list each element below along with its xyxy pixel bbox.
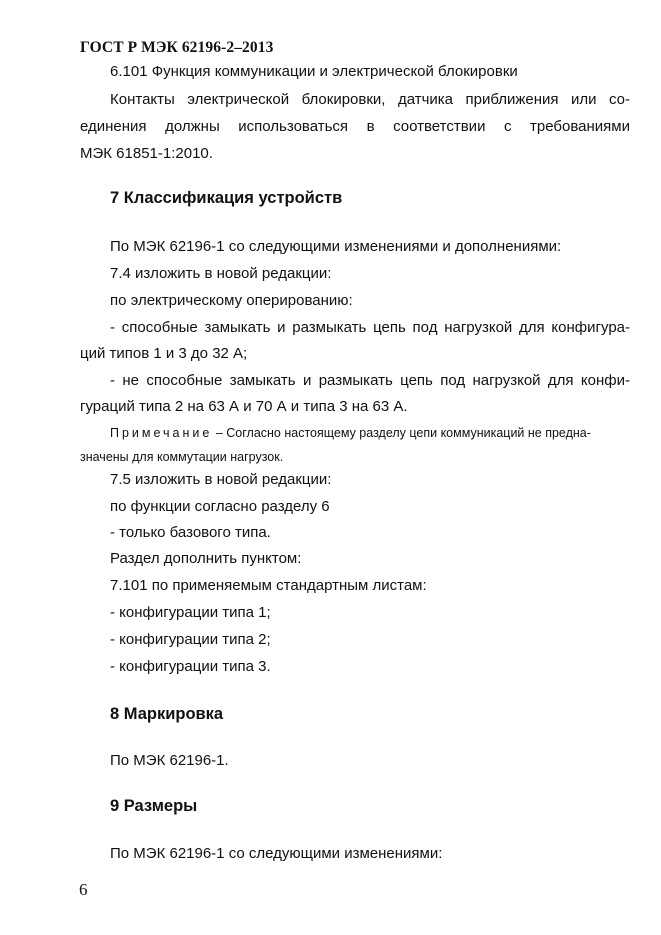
clause-6-101-title: 6.101 Функция коммуникации и электрической блокировки bbox=[110, 63, 518, 80]
list-item: - только базового типа. bbox=[110, 524, 271, 541]
paragraph-line: По МЭК 62196-1 со следующими изменениями: bbox=[110, 845, 443, 862]
list-item: - не способные замыкать и размыкать цепь под нагрузкой для конфи- bbox=[110, 372, 630, 389]
note-text: – Согласно настоящему разделу цепи коммуникаций не предна- bbox=[212, 426, 591, 440]
paragraph-line: По МЭК 62196-1 со следующими изменениями и дополнениями: bbox=[110, 238, 562, 255]
page-number: 6 bbox=[79, 880, 88, 899]
paragraph-line: по электрическому оперированию: bbox=[110, 292, 353, 309]
clause-7-4: 7.4 изложить в новой редакции: bbox=[110, 265, 332, 282]
document-header: ГОСТ Р МЭК 62196-2–2013 bbox=[80, 39, 274, 56]
list-item-continuation: ций типов 1 и 3 до 32 А; bbox=[80, 345, 248, 362]
section-9-heading: 9 Размеры bbox=[110, 797, 198, 815]
clause-7-101: 7.101 по применяемым стандартным листам: bbox=[110, 577, 427, 594]
note-label: Примечание bbox=[110, 426, 213, 440]
note-line bbox=[110, 424, 630, 442]
list-item: - конфигурации типа 2; bbox=[110, 631, 271, 648]
list-item: - конфигурации типа 1; bbox=[110, 604, 271, 621]
note-continuation: значены для коммутации нагрузок. bbox=[80, 450, 284, 464]
list-item-continuation: гураций типа 2 на 63 А и 70 А и типа 3 на 63 А. bbox=[80, 398, 408, 415]
paragraph-line: Контакты электрической блокировки, датчика приближения или со- bbox=[110, 91, 630, 108]
list-item: - способные замыкать и размыкать цепь под нагрузкой для конфигура- bbox=[110, 319, 630, 336]
section-8-heading: 8 Маркировка bbox=[110, 705, 224, 723]
paragraph-line: Раздел дополнить пунктом: bbox=[110, 550, 302, 567]
clause-7-5: 7.5 изложить в новой редакции: bbox=[110, 471, 332, 488]
section-7-heading: 7 Классификация устройств bbox=[110, 189, 343, 207]
list-item: - конфигурации типа 3. bbox=[110, 658, 271, 675]
paragraph-line: МЭК 61851-1:2010. bbox=[80, 145, 213, 162]
paragraph-line: по функции согласно разделу 6 bbox=[110, 498, 330, 515]
paragraph-line: По МЭК 62196-1. bbox=[110, 752, 229, 769]
paragraph-line: единения должны использоваться в соответствии с требованиями bbox=[80, 118, 630, 135]
